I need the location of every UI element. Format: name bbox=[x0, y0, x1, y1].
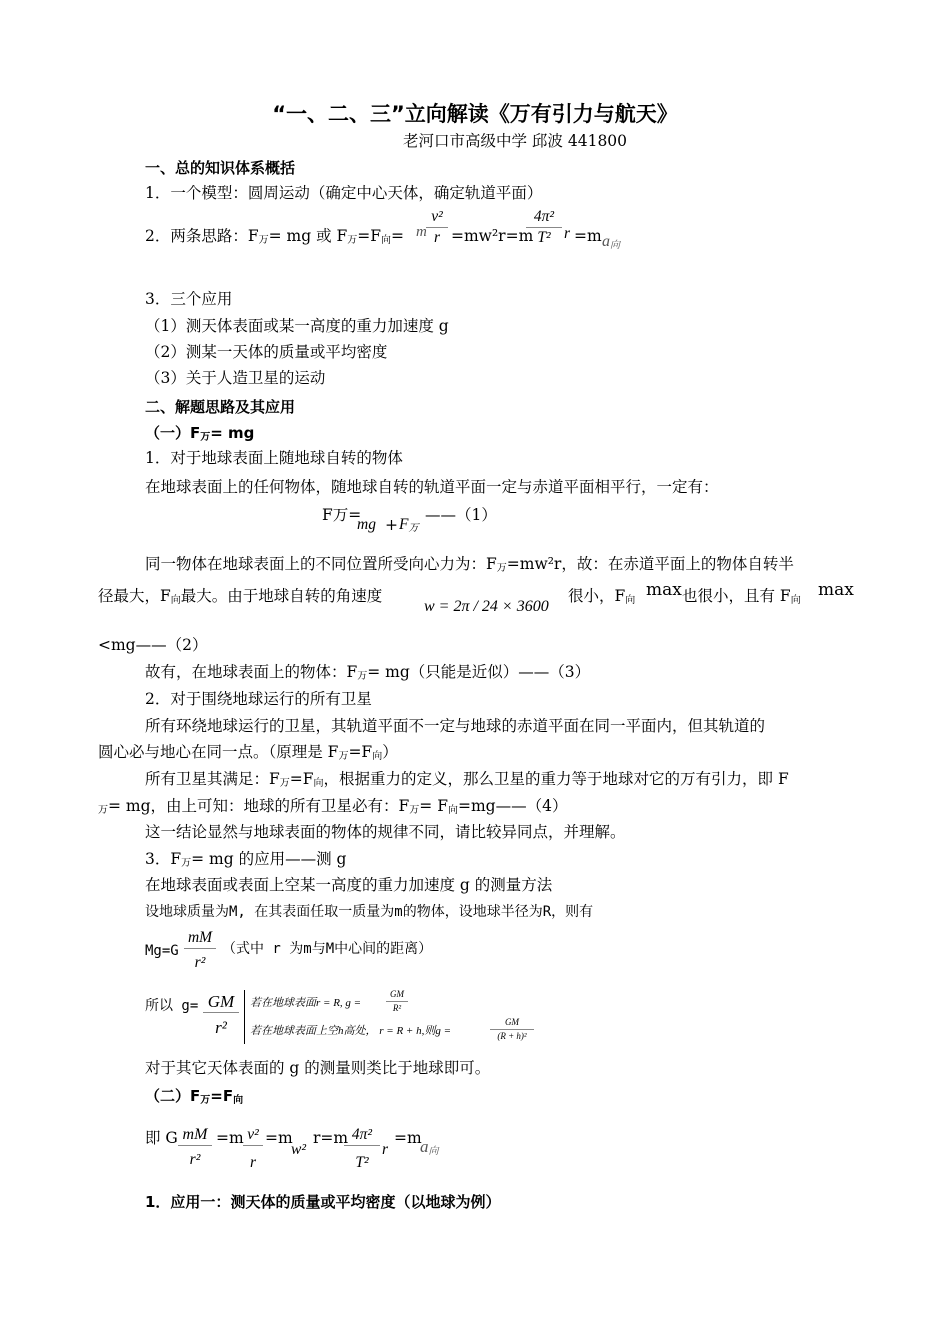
eq1-F: $F_万$ bbox=[399, 516, 419, 534]
max-label-2: max bbox=[818, 580, 854, 600]
para-3: 同一物体在地球表面上的不同位置所受向心力为：$F_万=mw^2r$，故：在赤道平面上的物体自转半 bbox=[145, 555, 794, 574]
case-2-num: GM bbox=[490, 1015, 534, 1030]
big-eq-m2: =m bbox=[265, 1129, 293, 1147]
para-4: 径最大，$F_向$最大。由于地球自转的角速度 bbox=[98, 587, 383, 606]
document-title: “一、二、三”立向解读《万有引力与航天》 bbox=[272, 102, 678, 126]
g-eq-lhs: 所以 g= bbox=[145, 998, 199, 1014]
para-12: 这一结论显然与地球表面的物体的规律不同，请比较异同点，并理解。 bbox=[145, 823, 626, 841]
mg-eq-den: r² bbox=[194, 954, 206, 971]
section-1-heading: 一、总的知识体系概括 bbox=[145, 159, 296, 177]
big-eq-w2: w² bbox=[291, 1141, 306, 1158]
subsection-2-heading: （二）$F_万=F_向$ bbox=[145, 1087, 244, 1106]
g-eq-num: GM bbox=[203, 992, 239, 1013]
big-eq-v2: v² bbox=[243, 1125, 263, 1146]
app-1: （1）测天体表面或某一高度的重力加速度 g bbox=[145, 317, 449, 335]
app-2: （2）测某一天体的质量或平均密度 bbox=[145, 343, 388, 361]
model-line: 1．一个模型：圆周运动（确定中心天体，确定轨道平面） bbox=[145, 184, 543, 202]
author-line: 老河口市高级中学 邱波 441800 bbox=[403, 132, 628, 150]
formula-m: m bbox=[416, 224, 427, 240]
formula-r2: r bbox=[564, 225, 571, 242]
formula-a: $a_向$ bbox=[602, 233, 620, 251]
big-eq-rm: r=m bbox=[313, 1129, 349, 1147]
formula-v2: v² bbox=[426, 207, 448, 228]
eq1-mg: mg bbox=[357, 516, 376, 533]
para-15: 设地球质量为M, 在其表面任取一质量为m的物体，设地球半径为R，则有 bbox=[145, 904, 594, 920]
formula-mw2r: =mw²r=m bbox=[451, 227, 534, 245]
formula-eqm: =m bbox=[574, 227, 602, 245]
para-9: 圆心必与地心在同一点。（原理是 $F_万=F_向$） bbox=[98, 743, 398, 762]
formula-T2: T² bbox=[537, 229, 551, 246]
para-4-tail: 也很小，且有 $F_向$ bbox=[682, 587, 801, 606]
para-18: 对于其它天体表面的 g 的测量则类比于地球即可。 bbox=[145, 1059, 491, 1077]
para-5: <mg——（2） bbox=[98, 636, 208, 654]
para-7: 2．对于围绕地球运行的所有卫星 bbox=[145, 690, 372, 708]
big-eq-m3: =m bbox=[394, 1129, 422, 1147]
para-4-cont: 很小，$F_向$ bbox=[568, 587, 636, 606]
para-13: 3．$F_万=$ mg 的应用——测 g bbox=[145, 850, 347, 869]
big-eq-start: 即 G bbox=[145, 1129, 178, 1147]
case-1-num: GM bbox=[386, 987, 408, 1002]
formula-4pi2: 4π² bbox=[526, 207, 562, 228]
para-1: 1．对于地球表面上随地球自转的物体 bbox=[145, 449, 403, 467]
mg-eq-num: mM bbox=[184, 928, 216, 949]
application-1-heading: 1．应用一：测天体的质量或平均密度（以地球为例） bbox=[145, 1193, 501, 1211]
para-8: 所有环绕地球运行的卫星，其轨道平面不一定与地球的赤道平面在同一平面内，但其轨道的 bbox=[145, 717, 766, 735]
subsection-1-heading: （一）$F_万=$ mg bbox=[145, 424, 255, 443]
three-apps-line: 3．三个应用 bbox=[145, 290, 233, 308]
para-10: 所有卫星其满足：$F_万=F_向$，根据重力的定义，那么卫星的重力等于地球对它的万有引力，即 F bbox=[145, 770, 789, 789]
case-2-den: (R + h)² bbox=[497, 1031, 527, 1041]
big-eq-a: $a_向$ bbox=[420, 1137, 439, 1157]
case-1-den: R² bbox=[392, 1003, 402, 1013]
para-2: 在地球表面上的任何物体，随地球自转的轨道平面一定与赤道平面相平行，一定有： bbox=[145, 478, 719, 496]
big-eq-r3: r bbox=[382, 1141, 389, 1158]
big-eq-m1: =m bbox=[216, 1129, 244, 1147]
big-eq-r2: r² bbox=[189, 1151, 201, 1168]
case-1: 若在地球表面r = R, g = bbox=[250, 997, 362, 1009]
eq1-lhs: F万= bbox=[322, 506, 362, 524]
case-brace bbox=[244, 990, 245, 1044]
para-6: 故有，在地球表面上的物体：$F_万= mg$（只能是近似）——（3） bbox=[145, 663, 591, 682]
formula-r: r bbox=[433, 229, 441, 246]
omega-formula: w = 2π / 24 × 3600 bbox=[424, 598, 549, 615]
para-11: $_万$= mg，由上可知：地球的所有卫星必有：$F_万=$ $F_向=mg——(4)$ bbox=[98, 797, 568, 816]
eq1-tag: ——（1） bbox=[425, 506, 497, 524]
max-label-1: max bbox=[646, 580, 682, 600]
big-eq-T2: T² bbox=[355, 1154, 369, 1171]
para-14: 在地球表面或表面上空某一高度的重力加速度 g 的测量方法 bbox=[145, 876, 553, 894]
big-eq-r: r bbox=[249, 1154, 257, 1171]
big-eq-mM: mM bbox=[178, 1125, 212, 1146]
g-eq-den: r² bbox=[215, 1018, 227, 1037]
mg-eq-note: （式中 r 为m与M中心间的距离） bbox=[222, 941, 433, 957]
big-eq-4pi2: 4π² bbox=[344, 1125, 380, 1146]
two-ideas-line: 2．两条思路：$F_万=$ mg 或 $F_万=F_向=$ bbox=[145, 227, 405, 246]
section-2-heading: 二、解题思路及其应用 bbox=[145, 398, 296, 416]
eq1-plus: + bbox=[385, 516, 398, 534]
app-3: （3）关于人造卫星的运动 bbox=[145, 369, 326, 387]
mg-eq-lhs: Mg=G bbox=[145, 943, 179, 959]
case-2: 若在地球表面上空h高处， r = R + h,则g = bbox=[250, 1025, 452, 1037]
